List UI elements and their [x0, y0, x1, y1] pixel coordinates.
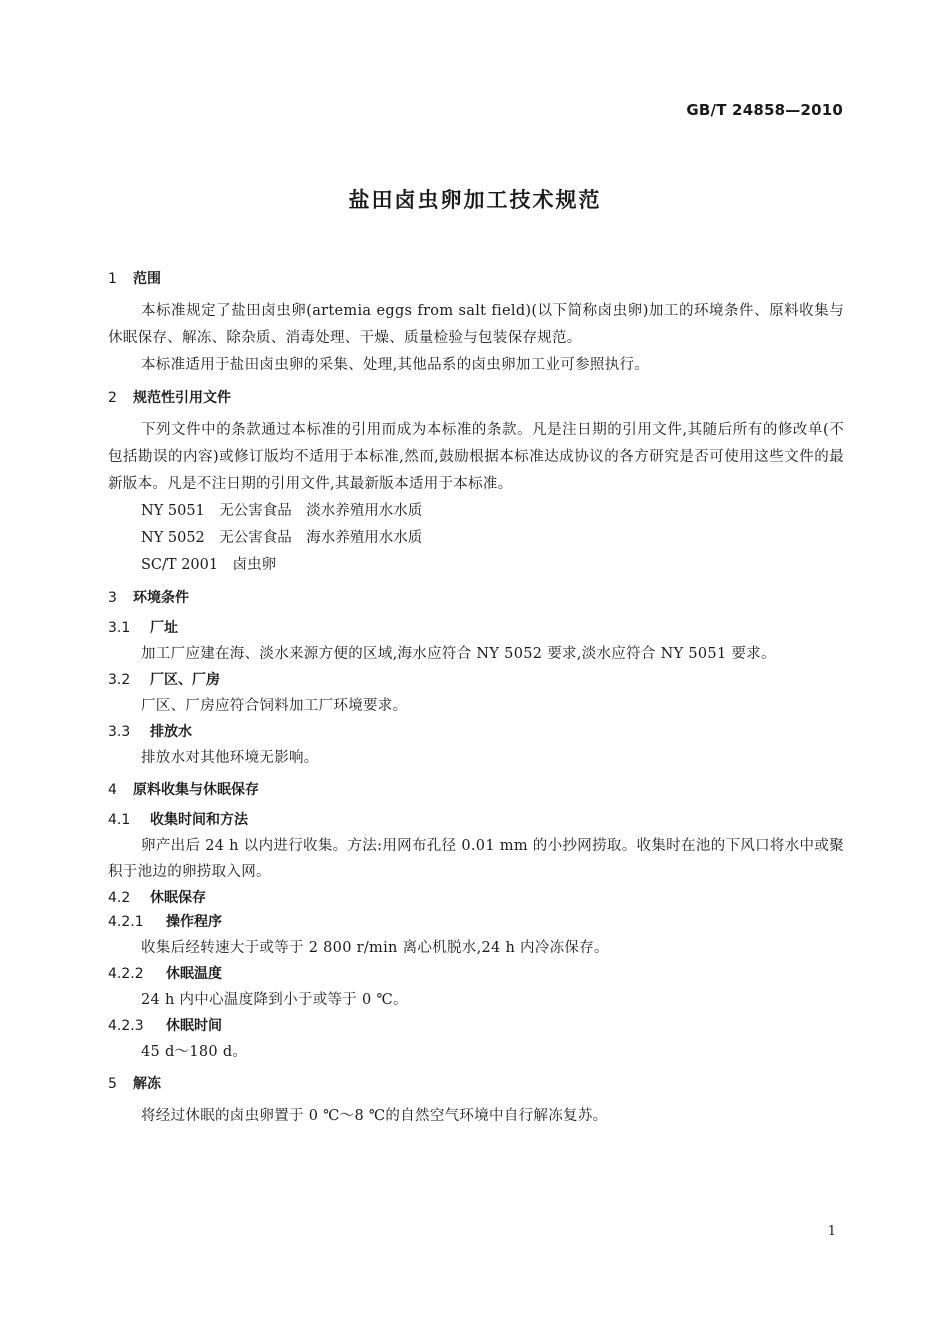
subsection-number: 3.3 — [108, 724, 131, 740]
section-number: 1 — [108, 271, 117, 287]
subsection-number: 3.1 — [108, 620, 131, 636]
subsection-title: 休眠时间 — [166, 1018, 222, 1034]
subsection-4-1-heading — [108, 809, 844, 831]
subsection-title: 排放水 — [150, 724, 192, 740]
reference-item: SC/T 2001 卤虫卵 — [141, 557, 277, 573]
section-4-heading — [108, 779, 844, 801]
standard-code: GB/T 24858—2010 — [686, 101, 843, 119]
reference-item: NY 5051 无公害食品 淡水养殖用水水质 — [141, 503, 423, 519]
subsection-title: 操作程序 — [166, 914, 222, 930]
section-2-paragraph-1: 下列文件中的条款通过本标准的引用而成为本标准的条款。凡是注日期的引用文件,其随后所有的修改单(不包括勘误的内容)或修订版均不适用于本标准,然而,鼓励根据本标准达成协议的各方研究是否可使用这些文件的最新版本。凡是不注日期的引用文件,其最新版本适用于本标准。 — [108, 422, 844, 492]
reference-item: NY 5052 无公害食品 海水养殖用水水质 — [141, 530, 423, 546]
subsection-3-2-heading — [108, 669, 844, 691]
subsection-number: 4.2.2 — [108, 966, 144, 982]
subsection-4-2-1-heading — [108, 911, 844, 933]
subsection-3-2-text: 厂区、厂房应符合饲料加工厂环境要求。 — [141, 698, 408, 714]
document-title: 盐田卤虫卵加工技术规范 — [348, 188, 602, 212]
document-body — [108, 268, 844, 1130]
section-number: 3 — [108, 590, 117, 606]
section-number: 5 — [108, 1076, 117, 1092]
section-1-heading — [108, 268, 844, 290]
subsection-title: 厂址 — [150, 620, 178, 636]
subsection-3-3-text: 排放水对其他环境无影响。 — [141, 750, 319, 766]
section-3-heading — [108, 587, 844, 609]
subsection-4-2-heading — [108, 887, 844, 909]
section-title: 规范性引用文件 — [133, 390, 231, 406]
section-title: 环境条件 — [133, 590, 189, 606]
section-5-text: 将经过休眠的卤虫卵置于 0 ℃～8 ℃的自然空气环境中自行解冻复苏。 — [141, 1108, 608, 1124]
section-1-paragraph-1: 本标准规定了盐田卤虫卵(artemia eggs from salt field)(以下简称卤虫卵)加工的环境条件、原料收集与休眠保存、解冻、除杂质、消毒处理、干燥、质量检验与包装保存规范。 — [108, 303, 844, 346]
subsection-4-2-2-text: 24 h 内中心温度降到小于或等于 0 ℃。 — [141, 992, 408, 1008]
subsection-4-1-text: 卵产出后 24 h 以内进行收集。方法:用网布孔径 0.01 mm 的小抄网捞取。收集时在池的下风口将水中或聚积于池边的卵捞取入网。 — [108, 838, 844, 880]
section-2-heading — [108, 387, 844, 409]
section-number: 4 — [108, 782, 117, 798]
subsection-4-2-1-text: 收集后经转速大于或等于 2 800 r/min 离心机脱水,24 h 内冷冻保存。 — [141, 940, 609, 956]
section-5-heading — [108, 1073, 844, 1095]
section-title: 范围 — [133, 271, 161, 287]
subsection-number: 4.2 — [108, 890, 131, 906]
section-title: 原料收集与休眠保存 — [133, 782, 259, 798]
subsection-3-3-heading — [108, 721, 844, 743]
subsection-number: 4.2.1 — [108, 914, 144, 930]
section-1-paragraph-2: 本标准适用于盐田卤虫卵的采集、处理,其他品系的卤虫卵加工业可参照执行。 — [141, 357, 650, 373]
subsection-title: 收集时间和方法 — [150, 812, 248, 828]
subsection-3-1-text: 加工厂应建在海、淡水来源方便的区域,海水应符合 NY 5052 要求,淡水应符合 NY 5051 要求。 — [141, 646, 776, 662]
subsection-number: 4.2.3 — [108, 1018, 144, 1034]
subsection-title: 休眠温度 — [166, 966, 222, 982]
subsection-number: 3.2 — [108, 672, 131, 688]
page-number: 1 — [827, 1224, 836, 1239]
section-number: 2 — [108, 390, 117, 406]
subsection-number: 4.1 — [108, 812, 131, 828]
section-title: 解冻 — [133, 1076, 161, 1092]
subsection-title: 厂区、厂房 — [150, 672, 220, 688]
subsection-4-2-3-text: 45 d～180 d。 — [141, 1044, 248, 1060]
subsection-3-1-heading — [108, 617, 844, 639]
subsection-4-2-2-heading — [108, 963, 844, 985]
subsection-4-2-3-heading — [108, 1015, 844, 1037]
subsection-title: 休眠保存 — [150, 890, 206, 906]
